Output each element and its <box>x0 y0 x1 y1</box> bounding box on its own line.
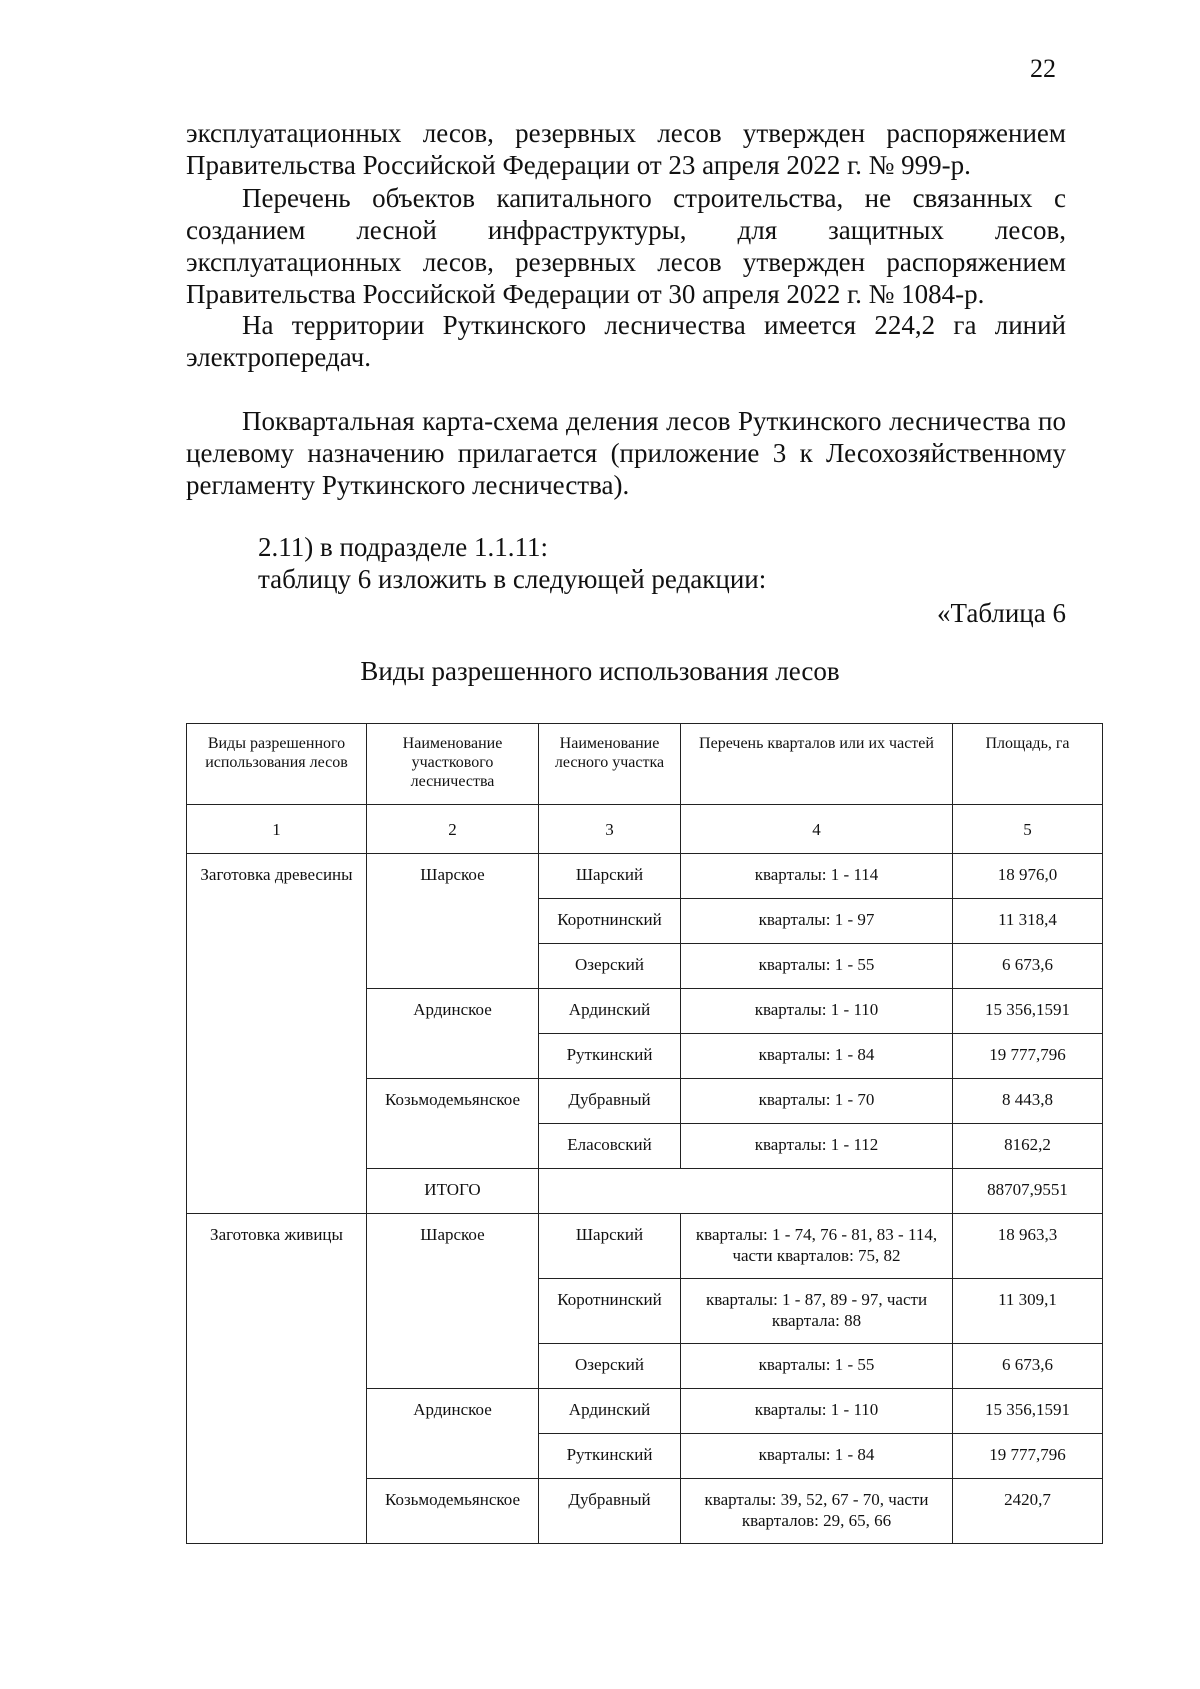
district-cell: Шарское <box>367 854 539 989</box>
area-cell: 18 976,0 <box>953 854 1103 899</box>
area-cell: 18 963,3 <box>953 1214 1103 1279</box>
column-number: 5 <box>953 805 1103 854</box>
quarters-cell: кварталы: 1 - 114 <box>681 854 953 899</box>
plot-cell: Коротнинский <box>539 899 681 944</box>
plot-cell: Озерский <box>539 1344 681 1389</box>
quarters-cell: кварталы: 1 - 112 <box>681 1124 953 1169</box>
paragraph-4: Поквартальная карта-схема деления лесов Руткинского лесничества по целевому назначению прилагается (приложение 3 к Лесохозяйственному регламенту Руткинского лесничества). <box>186 406 1066 500</box>
quarters-cell: кварталы: 1 - 55 <box>681 1344 953 1389</box>
table-title: Виды разрешенного использования лесов <box>360 656 840 686</box>
header-plot: Наименование лесного участка <box>539 724 681 805</box>
quarters-cell: кварталы: 1 - 97 <box>681 899 953 944</box>
table-row <box>187 854 1103 899</box>
table-header-row <box>187 724 1103 805</box>
quarters-cell: кварталы: 1 - 74, 76 - 81, 83 - 114, части кварталов: 75, 82 <box>681 1214 953 1279</box>
paragraph-6: таблицу 6 изложить в следующей редакции: <box>258 564 767 594</box>
header-use-type: Виды разрешенного использования лесов <box>187 724 367 805</box>
district-cell: Шарское <box>367 1214 539 1389</box>
column-number: 1 <box>187 805 367 854</box>
quarters-cell: кварталы: 1 - 110 <box>681 1389 953 1434</box>
quarters-cell: кварталы: 1 - 55 <box>681 944 953 989</box>
table-label: «Таблица 6 <box>937 598 1066 628</box>
area-cell: 15 356,1591 <box>953 1389 1103 1434</box>
plot-cell: Дубравный <box>539 1079 681 1124</box>
plot-cell: Шарский <box>539 854 681 899</box>
area-cell: 19 777,796 <box>953 1434 1103 1479</box>
paragraph-3: На территории Руткинского лесничества имеется 224,2 га линий электропередач. <box>186 310 1066 372</box>
area-cell: 11 318,4 <box>953 899 1103 944</box>
area-cell: 8 443,8 <box>953 1079 1103 1124</box>
plot-cell: Руткинский <box>539 1034 681 1079</box>
page-number: 22 <box>1030 54 1056 83</box>
paragraph-2: Перечень объектов капитального строительства, не связанных с созданием лесной инфраструктуры, для защитных лесов, эксплуатационных лесов, резервных лесов утвержден распоряжением Правительства Российской Федерации от 30 апреля 2022 г. № 1084-р. <box>186 183 1066 309</box>
district-cell: Ардинское <box>367 989 539 1079</box>
plot-cell: Ардинский <box>539 989 681 1034</box>
area-cell: 11 309,1 <box>953 1279 1103 1344</box>
area-cell: 6 673,6 <box>953 944 1103 989</box>
total-label: ИТОГО <box>367 1169 539 1214</box>
quarters-cell: кварталы: 39, 52, 67 - 70, части кварталов: 29, 65, 66 <box>681 1479 953 1544</box>
header-quarters: Перечень кварталов или их частей <box>681 724 953 805</box>
paragraph-1: эксплуатационных лесов, резервных лесов утвержден распоряжением Правительства Российской Федерации от 23 апреля 2022 г. № 999-р. <box>186 118 1066 180</box>
use-type-cell: Заготовка живицы <box>187 1214 367 1544</box>
area-cell: 15 356,1591 <box>953 989 1103 1034</box>
column-number: 2 <box>367 805 539 854</box>
quarters-cell: кварталы: 1 - 87, 89 - 97, части квартала: 88 <box>681 1279 953 1344</box>
header-area: Площадь, га <box>953 724 1103 805</box>
use-type-cell: Заготовка древесины <box>187 854 367 1214</box>
header-district: Наименование участкового лесничества <box>367 724 539 805</box>
total-area: 88707,9551 <box>953 1169 1103 1214</box>
plot-cell: Ардинский <box>539 1389 681 1434</box>
column-number: 3 <box>539 805 681 854</box>
quarters-cell: кварталы: 1 - 84 <box>681 1434 953 1479</box>
plot-cell: Дубравный <box>539 1479 681 1544</box>
area-cell: 6 673,6 <box>953 1344 1103 1389</box>
quarters-cell: кварталы: 1 - 70 <box>681 1079 953 1124</box>
column-number: 4 <box>681 805 953 854</box>
district-cell: Козьмодемьянское <box>367 1079 539 1169</box>
forest-use-table <box>186 723 1103 1544</box>
paragraph-5: 2.11) в подразделе 1.1.11: <box>258 532 548 562</box>
area-cell: 2420,7 <box>953 1479 1103 1544</box>
district-cell: Ардинское <box>367 1389 539 1479</box>
table-row <box>187 1214 1103 1279</box>
district-cell: Козьмодемьянское <box>367 1479 539 1544</box>
quarters-cell: кварталы: 1 - 110 <box>681 989 953 1034</box>
plot-cell: Руткинский <box>539 1434 681 1479</box>
plot-cell: Озерский <box>539 944 681 989</box>
column-number-row <box>187 805 1103 854</box>
area-cell: 8162,2 <box>953 1124 1103 1169</box>
quarters-cell: кварталы: 1 - 84 <box>681 1034 953 1079</box>
area-cell: 19 777,796 <box>953 1034 1103 1079</box>
plot-cell: Коротнинский <box>539 1279 681 1344</box>
plot-cell: Еласовский <box>539 1124 681 1169</box>
plot-cell: Шарский <box>539 1214 681 1279</box>
total-empty-cell <box>539 1169 953 1214</box>
